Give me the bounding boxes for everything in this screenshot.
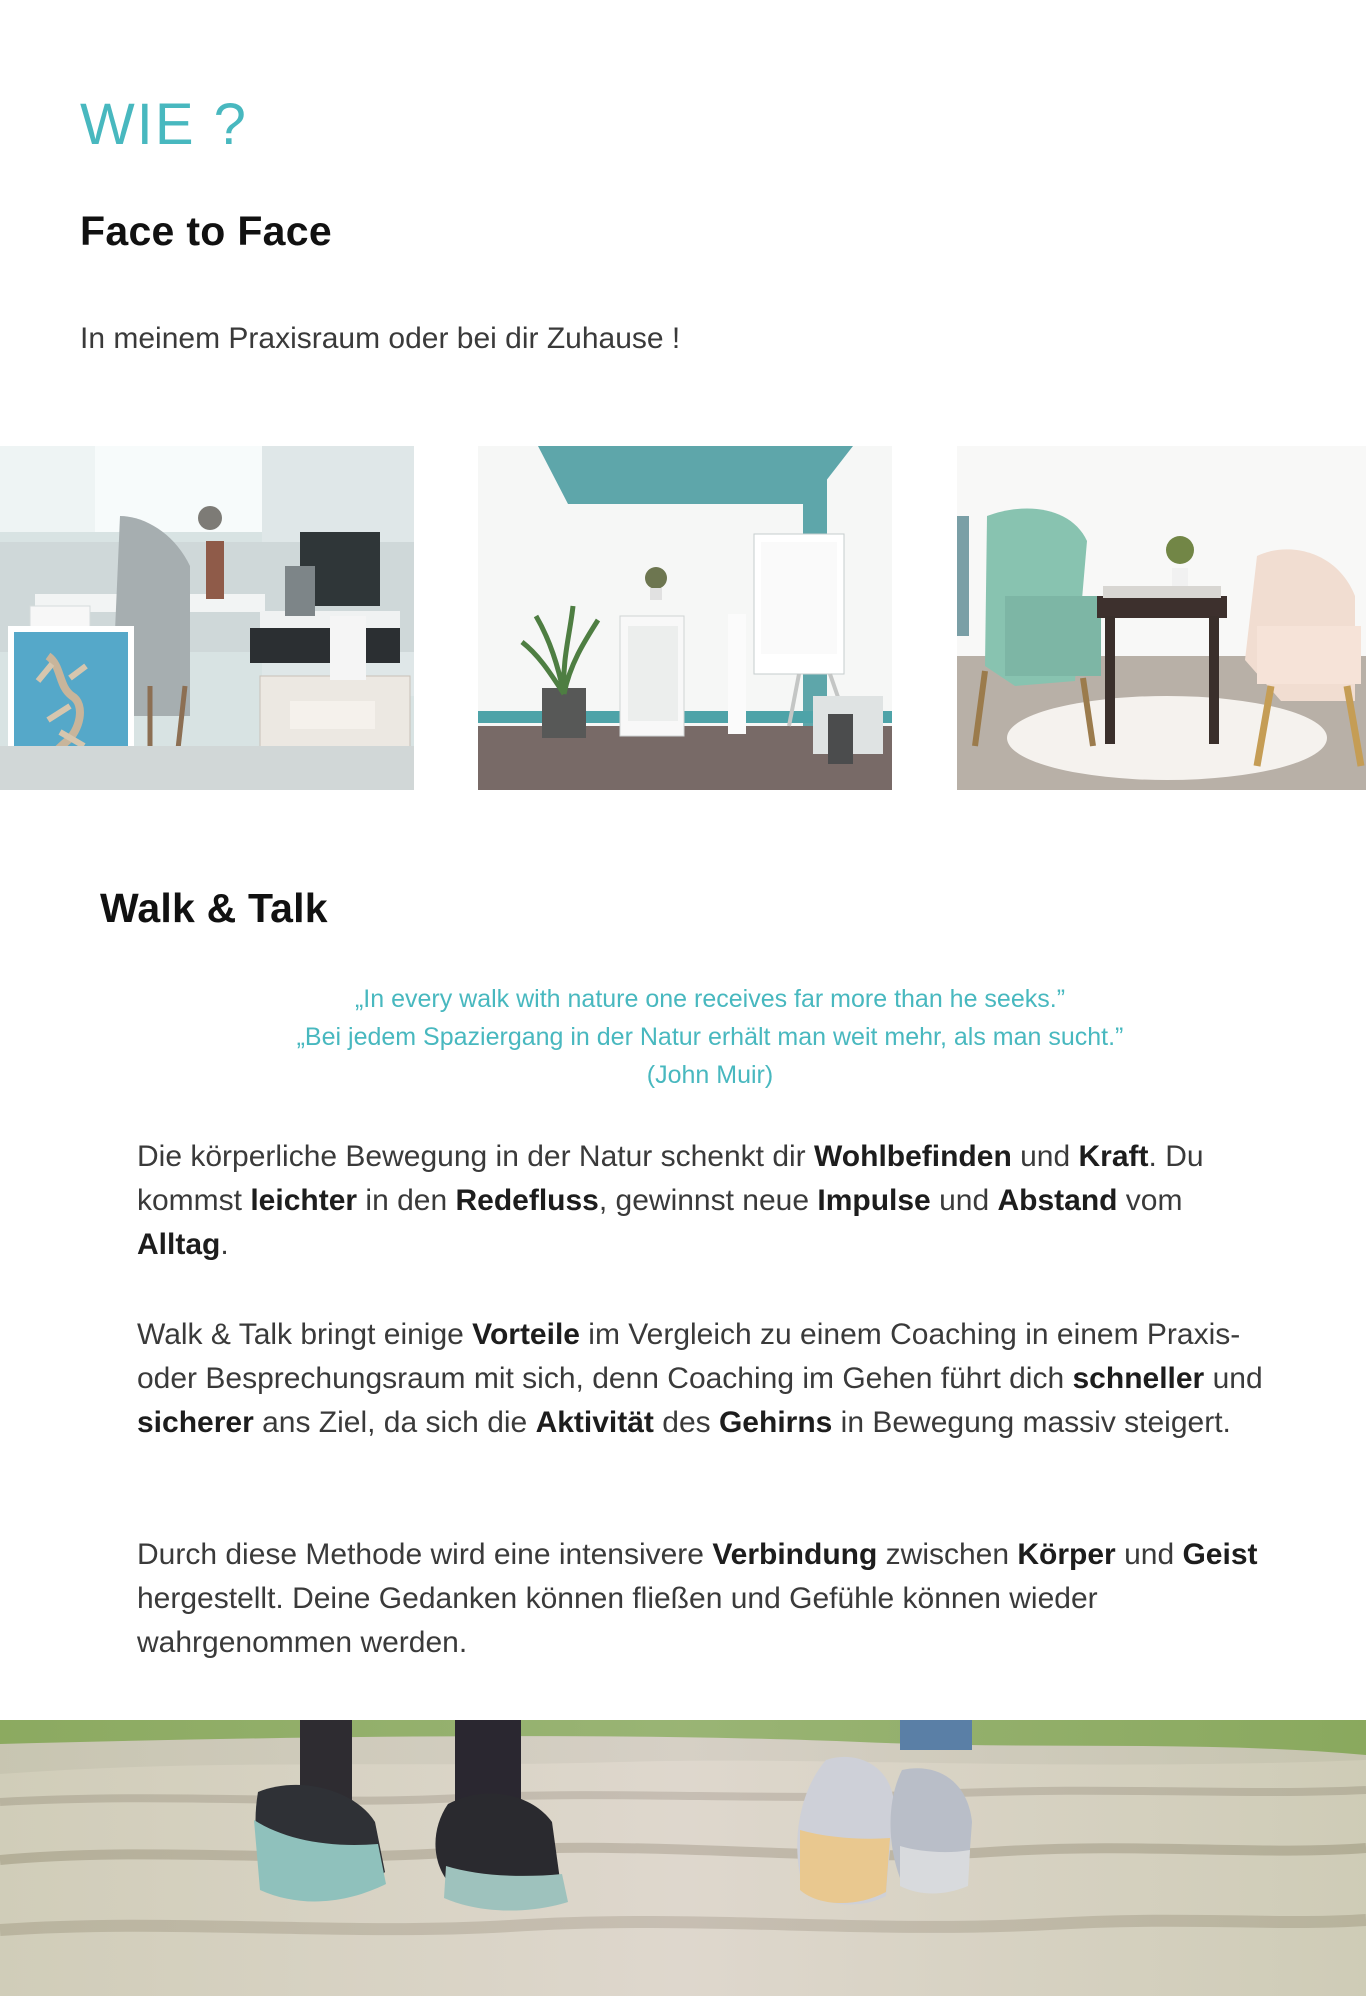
paragraph-2-text-5: des [653, 1406, 719, 1439]
paragraph-3-bold-3: Geist [1182, 1538, 1258, 1571]
paragraph-2-text-1: Walk & Talk bringt einige [137, 1318, 473, 1351]
office-desk-photo [0, 446, 414, 790]
walk-paragraph-2 [137, 1313, 1277, 1445]
paragraph-1-text-4: in den [357, 1184, 456, 1217]
paragraph-3-text-4: hergestellt. Deine Gedanken können fließen und Gefühle können wieder wahrgenommen werden. [137, 1582, 1098, 1659]
nature-quote [140, 980, 1280, 1094]
paragraph-3-text-2: zwischen [877, 1538, 1018, 1571]
paragraph-1-bold-2: Kraft [1078, 1140, 1149, 1173]
paragraph-2-text-6: in Bewegung massiv steigert. [832, 1406, 1231, 1439]
quote-author: (John Muir) [646, 1061, 774, 1089]
office-desk-illustration [0, 446, 414, 790]
paragraph-2-text-3: und [1204, 1362, 1263, 1395]
walk-and-talk-title: Walk & Talk [100, 885, 328, 931]
paragraph-1-text-2: und [1011, 1140, 1079, 1173]
paragraph-2-bold-2: schneller [1072, 1362, 1205, 1395]
walking-path-illustration [0, 1720, 1366, 1996]
paragraph-1-text-3: . Du kommst [137, 1140, 1204, 1217]
face-to-face-title: Face to Face [80, 208, 332, 254]
paragraph-1-text-8: . [220, 1228, 229, 1261]
paragraph-1-text-7: vom [1117, 1184, 1183, 1217]
paragraph-1-bold-4: Redefluss [455, 1184, 599, 1217]
paragraph-1-bold-1: Wohlbefinden [814, 1140, 1012, 1173]
practice-room-illustration [478, 446, 892, 790]
paragraph-2-bold-5: Gehirns [718, 1406, 833, 1439]
paragraph-3-bold-1: Verbindung [712, 1538, 878, 1571]
paragraph-2-bold-1: Vorteile [472, 1318, 580, 1351]
paragraph-3-text-3: und [1115, 1538, 1183, 1571]
practice-room-photo [478, 446, 892, 790]
paragraph-2-bold-3: sicherer [137, 1406, 254, 1439]
walk-paragraph-1 [137, 1135, 1277, 1267]
paragraph-1-bold-5: Impulse [817, 1184, 931, 1217]
walking-path-photo [0, 1720, 1366, 1996]
paragraph-1-text-5: , gewinnst neue [598, 1184, 818, 1217]
paragraph-2-text-2: im Vergleich zu einem Coaching in einem Praxis- oder Besprechungsraum mit sich, denn Coaching im Gehen führt dich [137, 1318, 1241, 1395]
paragraph-1-text-6: und [930, 1184, 998, 1217]
coaching-chairs-photo [957, 446, 1366, 790]
paragraph-1-bold-6: Abstand [997, 1184, 1118, 1217]
walk-paragraph-3 [137, 1533, 1277, 1665]
paragraph-2-bold-4: Aktivität [535, 1406, 654, 1439]
quote-english: „In every walk with nature one receives far more than he seeks.” [354, 985, 1066, 1013]
coaching-chairs-illustration [957, 446, 1366, 790]
paragraph-1-text-1: Die körperliche Bewegung in der Natur schenkt dir [137, 1140, 815, 1173]
paragraph-1-bold-7: Alltag [137, 1228, 221, 1261]
quote-german: „Bei jedem Spaziergang in der Natur erhält man weit mehr, als man sucht.” [296, 1023, 1124, 1051]
paragraph-1-bold-3: leichter [250, 1184, 358, 1217]
paragraph-3-text-1: Durch diese Methode wird eine intensivere [137, 1538, 713, 1571]
paragraph-2-text-4: ans Ziel, da sich die [253, 1406, 536, 1439]
section-label: WIE ? [80, 92, 248, 157]
paragraph-3-bold-2: Körper [1017, 1538, 1116, 1571]
face-to-face-subtitle: In meinem Praxisraum oder bei dir Zuhause ! [80, 322, 681, 355]
